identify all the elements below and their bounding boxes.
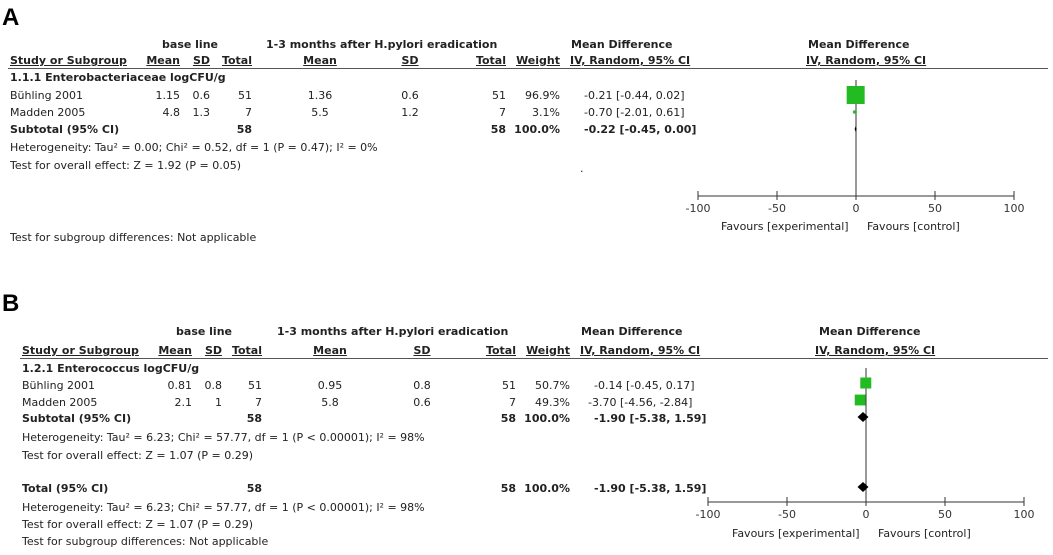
study-name: Bühling 2001 [22, 379, 96, 392]
panel-label-b: B [2, 290, 20, 317]
col-method-right: IV, Random, 95% CI [815, 344, 936, 357]
total-ci: -1.90 [-5.38, 1.59] [594, 482, 707, 495]
subtotal-label: Subtotal (95% CI) [22, 412, 132, 425]
study-total-baseline: 51 [248, 379, 262, 392]
total-heterogeneity-text: Heterogeneity: Tau² = 6.23; Chi² = 57.77, df = 1 (P < 0.00001); I² = 98% [22, 501, 425, 514]
total-total-baseline: 58 [246, 482, 262, 495]
x-tick-label: -100 [685, 202, 711, 215]
study-mean-baseline: 4.8 [162, 106, 180, 119]
col-method: IV, Random, 95% CI [570, 54, 691, 67]
total-total-after: 58 [500, 482, 516, 495]
col-mean-baseline: Mean [158, 344, 192, 357]
favours-control-label: Favours [control] [878, 527, 971, 540]
x-tick-label: 100 [1003, 202, 1025, 215]
summary-diamond [857, 412, 868, 422]
header-baseline: base line [162, 38, 218, 51]
stray-mark: . [580, 162, 584, 175]
favours-experimental-label: Favours [experimental] [721, 220, 849, 233]
col-mean-baseline: Mean [146, 54, 180, 67]
col-total-baseline: Total [231, 344, 262, 357]
subtotal-total-baseline: 58 [246, 412, 262, 425]
study-sd-baseline: 1 [215, 396, 222, 409]
x-tick-label: 50 [928, 202, 942, 215]
study-mean-after: 5.8 [321, 396, 339, 409]
study-effect-square [847, 86, 865, 104]
study-name: Bühling 2001 [10, 89, 84, 102]
x-tick-label: 100 [1013, 508, 1035, 521]
heterogeneity-text: Heterogeneity: Tau² = 6.23; Chi² = 57.77, df = 1 (P < 0.00001); I² = 98% [22, 431, 425, 444]
study-effect-square [853, 110, 856, 113]
subtotal-total-after: 58 [500, 412, 516, 425]
study-sd-after: 0.6 [413, 396, 431, 409]
total-overall-effect-text: Test for overall effect: Z = 1.07 (P = 0.29) [22, 518, 253, 531]
study-weight: 49.3% [535, 396, 570, 409]
subtotal-total-after: 58 [490, 123, 506, 136]
forest-plot-a [685, 70, 1030, 230]
study-total-baseline: 7 [245, 106, 252, 119]
study-sd-baseline: 0.6 [192, 89, 210, 102]
study-mean-baseline: 1.15 [155, 89, 180, 102]
favours-experimental-label: Favours [experimental] [732, 527, 860, 540]
x-tick-label: 50 [938, 508, 952, 521]
study-total-baseline: 51 [238, 89, 252, 102]
summary-diamond [857, 482, 868, 492]
study-name: Madden 2005 [22, 396, 98, 409]
col-total-after: Total [485, 344, 516, 357]
overall-effect-text: Test for overall effect: Z = 1.92 (P = 0.05) [10, 159, 241, 172]
favours-control-label: Favours [control] [867, 220, 960, 233]
total-weight: 100.0% [524, 482, 570, 495]
subtotal-weight: 100.0% [514, 123, 560, 136]
study-ci: -0.14 [-0.45, 0.17] [594, 379, 695, 392]
x-tick-label: -100 [695, 508, 721, 521]
col-weight: Weight [516, 54, 560, 67]
col-sd-baseline: SD [192, 54, 210, 67]
header-mean-difference-right: Mean Difference [819, 325, 921, 338]
header-divider [8, 68, 1048, 69]
study-sd-baseline: 0.8 [204, 379, 222, 392]
subgroup-title: 1.1.1 Enterobacteriaceae logCFU/g [10, 71, 226, 84]
col-total-after: Total [475, 54, 506, 67]
study-effect-square [855, 395, 866, 406]
study-effect-square [860, 378, 871, 389]
x-tick-label: 0 [862, 508, 870, 521]
header-mean-difference-right: Mean Difference [808, 38, 910, 51]
col-study: Study or Subgroup [22, 344, 139, 357]
col-method-right: IV, Random, 95% CI [806, 54, 927, 67]
col-weight: Weight [526, 344, 570, 357]
study-name: Madden 2005 [10, 106, 86, 119]
x-tick-label: -50 [778, 508, 796, 521]
x-tick-label: -50 [768, 202, 786, 215]
subgroup-differences-text: Test for subgroup differences: Not applicable [10, 231, 257, 244]
study-mean-after: 1.36 [307, 89, 333, 102]
col-total-baseline: Total [221, 54, 252, 67]
header-baseline: base line [176, 325, 232, 338]
heterogeneity-text: Heterogeneity: Tau² = 0.00; Chi² = 0.52, df = 1 (P = 0.47); I² = 0% [10, 141, 378, 154]
subtotal-weight: 100.0% [524, 412, 570, 425]
study-mean-after: 0.95 [317, 379, 343, 392]
study-sd-baseline: 1.3 [192, 106, 210, 119]
study-sd-after: 0.6 [401, 89, 419, 102]
subtotal-ci: -1.90 [-5.38, 1.59] [594, 412, 707, 425]
study-sd-after: 0.8 [413, 379, 431, 392]
study-total-after: 7 [499, 106, 506, 119]
forest-plot-panel-b [0, 288, 1053, 555]
forest-plot-b [695, 358, 1040, 528]
study-mean-baseline: 2.1 [174, 396, 192, 409]
x-tick-label: 0 [852, 202, 860, 215]
study-sd-after: 1.2 [401, 106, 419, 119]
col-sd-after: SD [413, 344, 431, 357]
header-after-eradication: 1-3 months after H.pylori eradication [266, 38, 498, 51]
study-ci: -0.21 [-0.44, 0.02] [584, 89, 685, 102]
subtotal-ci: -0.22 [-0.45, 0.00] [584, 123, 697, 136]
study-mean-after: 5.5 [311, 106, 329, 119]
total-label: Total (95% CI) [22, 482, 109, 495]
subtotal-total-baseline: 58 [236, 123, 252, 136]
study-mean-baseline: 0.81 [167, 379, 192, 392]
col-study: Study or Subgroup [10, 54, 127, 67]
study-ci: -0.70 [-2.01, 0.61] [584, 106, 685, 119]
col-sd-after: SD [401, 54, 419, 67]
panel-label-a: A [2, 4, 20, 31]
study-weight: 3.1% [532, 106, 560, 119]
study-weight: 96.9% [525, 89, 560, 102]
study-total-after: 7 [509, 396, 516, 409]
col-sd-baseline: SD [204, 344, 222, 357]
subgroup-title: 1.2.1 Enterococcus logCFU/g [22, 362, 200, 375]
study-total-baseline: 7 [255, 396, 262, 409]
header-mean-difference: Mean Difference [571, 38, 673, 51]
col-mean-after: Mean [303, 54, 337, 67]
col-mean-after: Mean [313, 344, 347, 357]
study-total-after: 51 [502, 379, 516, 392]
study-ci: -3.70 [-4.56, -2.84] [588, 396, 693, 409]
study-total-after: 51 [492, 89, 506, 102]
header-after-eradication: 1-3 months after H.pylori eradication [277, 325, 509, 338]
subgroup-differences-text: Test for subgroup differences: Not applicable [22, 535, 269, 548]
study-weight: 50.7% [535, 379, 570, 392]
col-method: IV, Random, 95% CI [580, 344, 701, 357]
subtotal-label: Subtotal (95% CI) [10, 123, 120, 136]
header-mean-difference: Mean Difference [581, 325, 683, 338]
overall-effect-text: Test for overall effect: Z = 1.07 (P = 0.29) [22, 449, 253, 462]
